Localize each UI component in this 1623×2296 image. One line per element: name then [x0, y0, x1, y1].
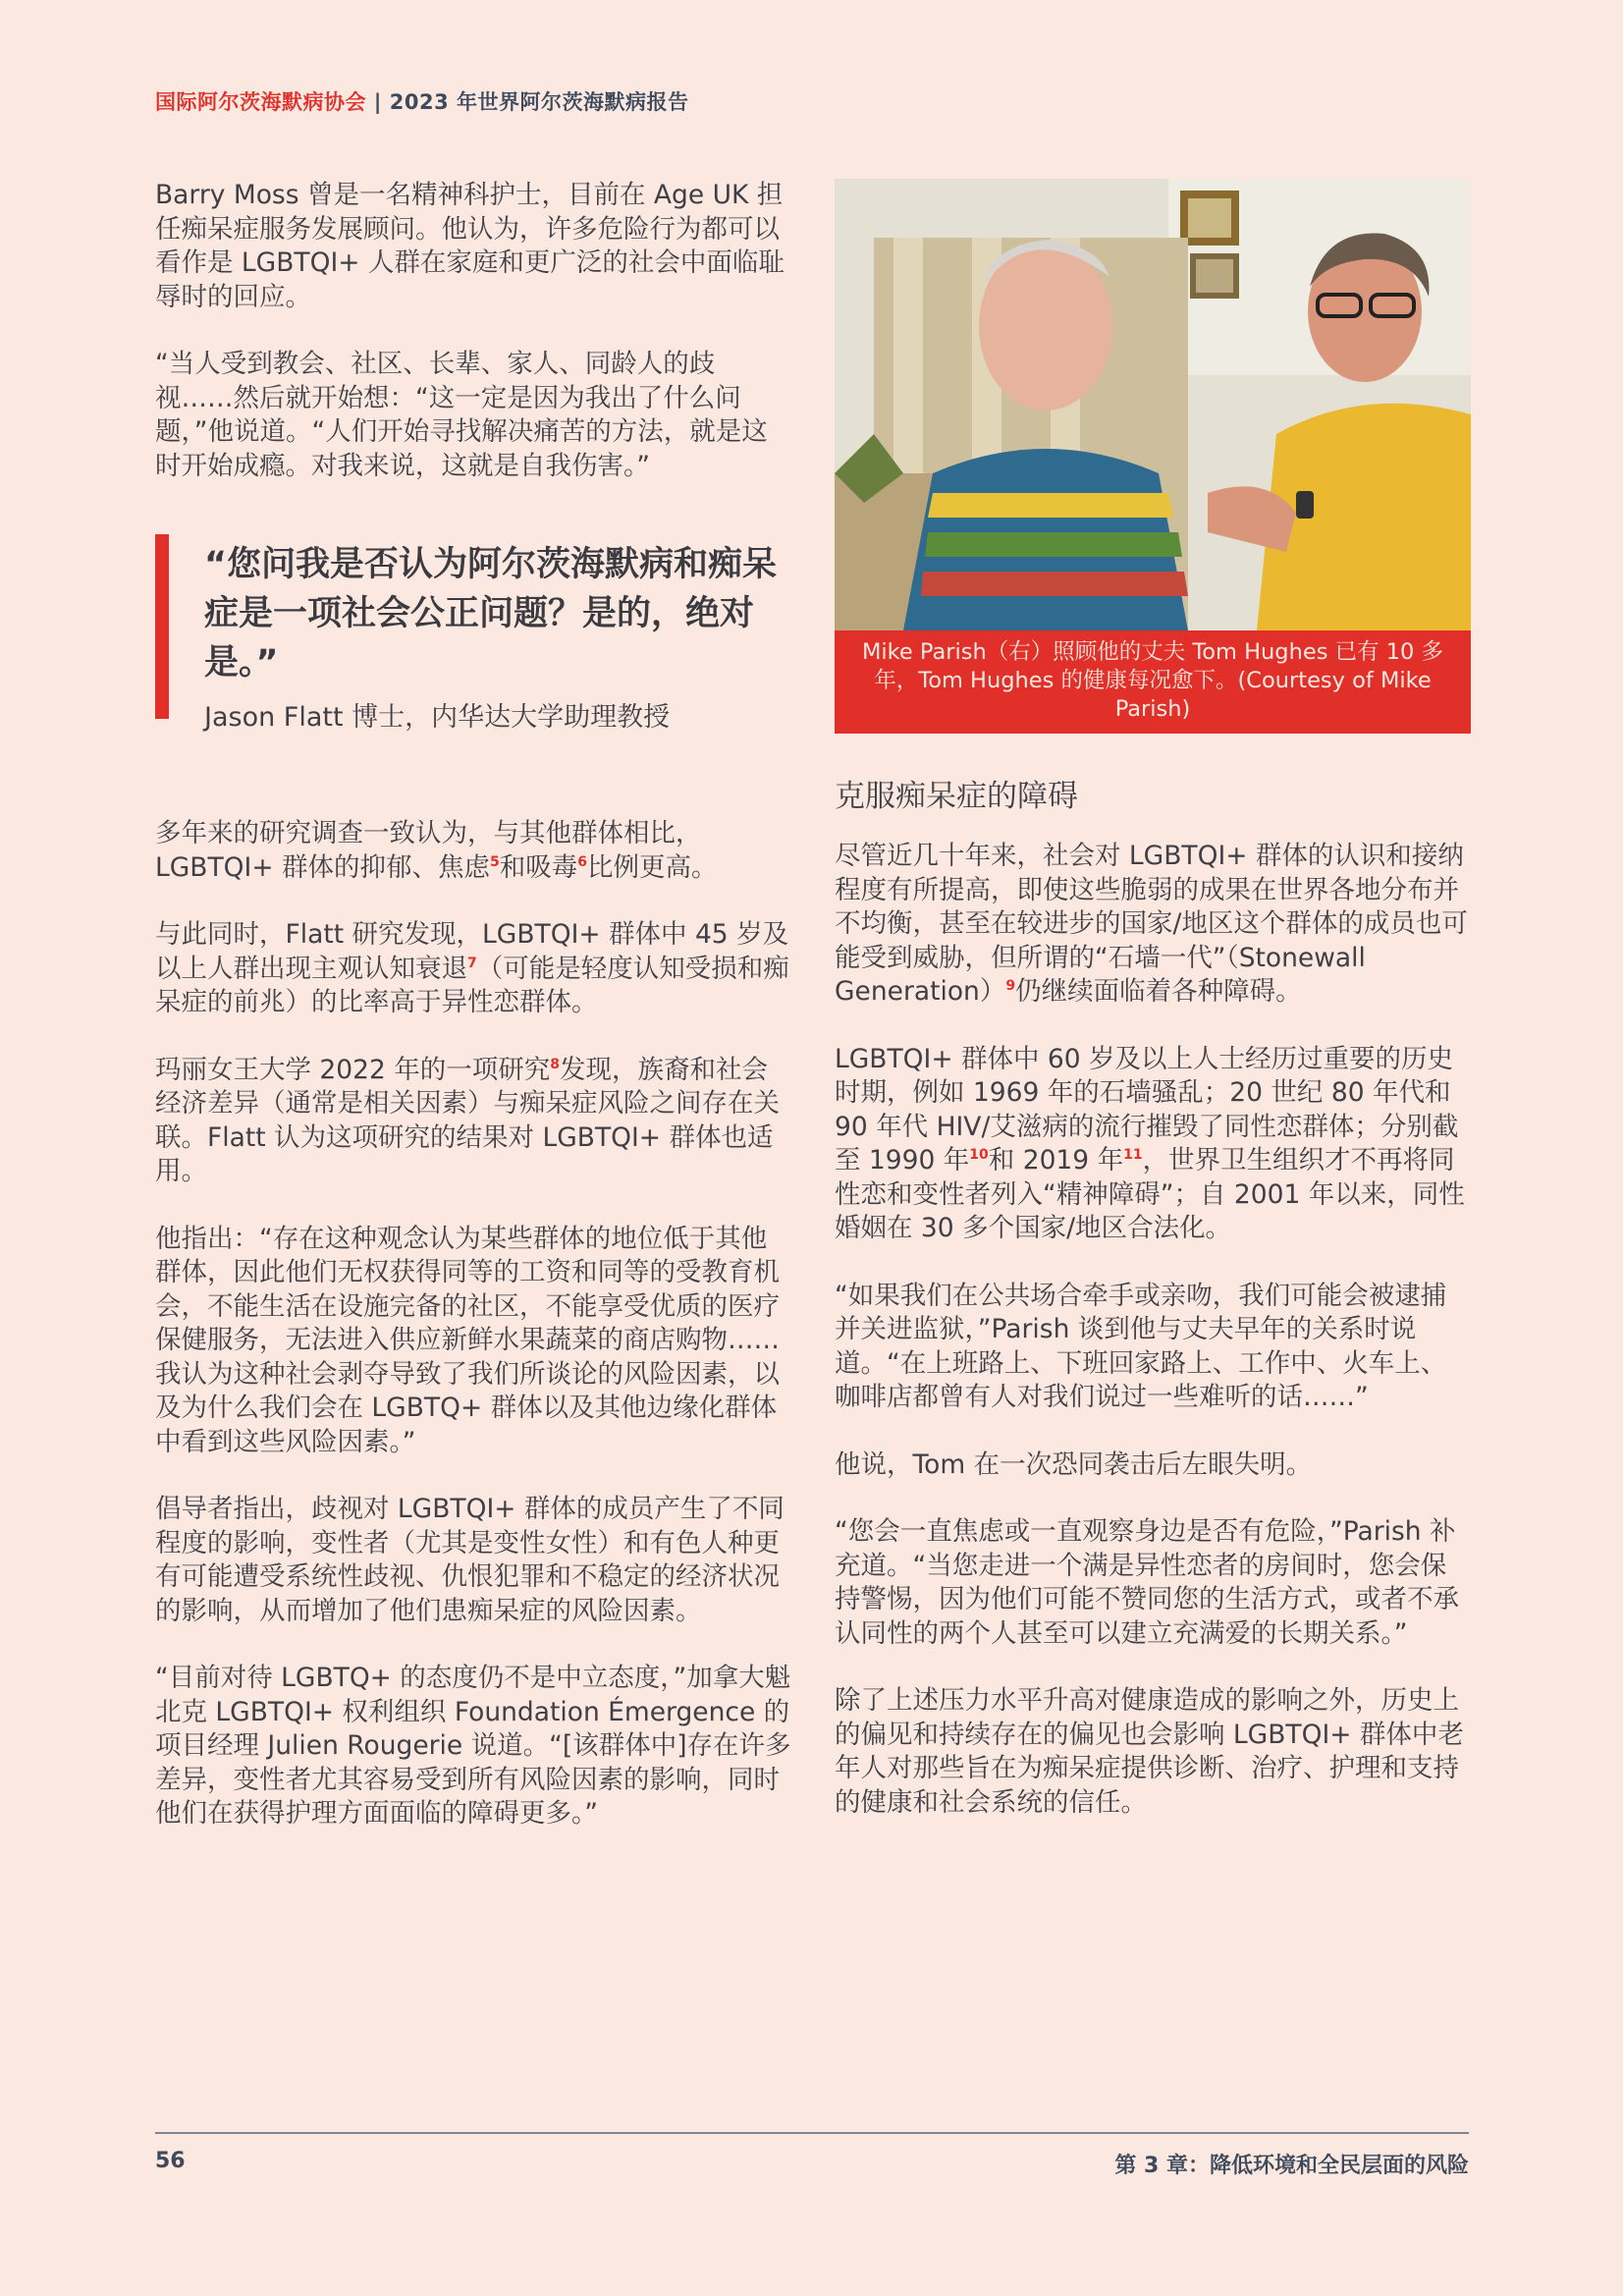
- paragraph: 玛丽女王大学 2022 年的一项研究$^8$发现，族裔和社会经济差异（通常是相关因素）与痴呆症风险之间存在关联。Flatt 认为这项研究的结果对 LGBTQI+ 群体也适用。: [155, 1054, 780, 1186]
- paragraph: 他指出：“存在这种观念认为某些群体的地位低于其他群体，因此他们无权获得同等的工资和同等的受教育机会，不能生活在设施完备的社区，不能享受优质的医疗保健服务，无法进入供应新鲜水果蔬菜的商店购物…… 我认为这种社会剥夺导致了我们所谈论的风险因素，以及为什么我们会在 LGBTQ+ 群体以及其他边缘化群体中看到这些风险因素。”: [155, 1223, 780, 1457]
- header-org: 国际阿尔茨海默病协会: [155, 90, 366, 114]
- page-number: 56: [155, 2149, 186, 2173]
- pull-quote-text: “您问我是否认为阿尔茨海默病和痴呆症是一项社会公正问题？是的，绝对是。”: [204, 545, 778, 683]
- footer-chapter-title: 第 3 章：降低环境和全民层面的风险: [1114, 2154, 1469, 2178]
- paragraph: 倡导者指出，歧视对 LGBTQI+ 群体的成员产生了不同程度的影响，变性者（尤其是变性女性）和有色人种更有可能遭受系统性歧视、仇恨犯罪和不稳定的经济状况的影响，从而增加了他们患痴呆症的风险因素。: [155, 1494, 784, 1626]
- paragraph: 多年来的研究调查一致认为，与其他群体相比，LGBTQI+ 群体的抑郁、焦虑$^5$和吸毒$^6$比例更高。: [155, 818, 718, 883]
- pull-quote-attribution: Jason Flatt 博士，内华达大学助理教授: [204, 702, 671, 733]
- footnote-ref[interactable]: 9: [1005, 978, 1016, 994]
- paragraph: 尽管近几十年来，社会对 LGBTQI+ 群体的认识和接纳程度有所提高，即使这些脆弱的成果在世界各地分布并不均衡，甚至在较进步的国家/地区这个群体的成员也可能受到威胁，但所谓的“石墙一代”（Stonewall Generation）$^9$仍继续面临着各种障碍。: [835, 841, 1468, 1007]
- footnote-ref[interactable]: 10: [969, 1147, 989, 1163]
- photo-illustration: [835, 179, 1471, 630]
- header-report-title: 2023 年世界阿尔茨海默病报告: [389, 90, 689, 114]
- paragraph: LGBTQI+ 群体中 60 岁及以上人士经历过重要的历史时期，例如 1969 年的石墙骚乱；20 世纪 80 年代和 90 年代 HIV/艾滋病的流行摧毁了同性恋群体；分别截至 1990 年$^{10}$和 2019 年$^{11}$，世界卫生组织才不再将同性恋和变性者列入“精神障碍”；自 2001 年以来，同性婚姻在 30 多个国家/地区合法化。: [835, 1043, 1465, 1243]
- left-column: [155, 179, 791, 1865]
- paragraph: “您会一直焦虑或一直观察身边是否有危险，”Parish 补充道。“当您走进一个满是异性恋者的房间时，您会保持警惕，因为他们可能不赞同您的生活方式，或者不承认同性的两个人甚至可以建立充满爱的长期关系。”: [835, 1516, 1459, 1649]
- paragraph: 与此同时，Flatt 研究发现，LGBTQI+ 群体中 45 岁及以上人群出现主观认知衰退$^7$（可能是轻度认知受损和痴呆症的前兆）的比率高于异性恋群体。: [155, 919, 789, 1017]
- footnote-ref[interactable]: 8: [550, 1056, 561, 1072]
- paragraph: “当人受到教会、社区、长辈、家人、同龄人的歧视……然后就开始想：“这一定是因为我出了什么问题，”他说道。“人们开始寻找解决痛苦的方法，就是这时开始成瘾。对我来说，这就是自我伤害。”: [155, 349, 768, 481]
- pull-quote-bar: [155, 534, 169, 719]
- right-column: [835, 179, 1471, 1853]
- paragraph: “目前对待 LGBTQ+ 的态度仍不是中立态度，”加拿大魁北克 LGBTQI+ 权利组织 Foundation Émergence 的项目经理 Julien Rougerie 说道。“[该群体中]存在许多差异，变性者尤其容易受到所有风险因素的影响，同时他们在获得护理方面面临的障碍更多。”: [155, 1663, 791, 1829]
- paragraph: “如果我们在公共场合牵手或亲吻，我们可能会被逮捕并关进监狱，”Parish 谈到他与丈夫早年的关系时说道。“在上班路上、下班回家路上、工作中、火车上、咖啡店都曾有人对我们说过一些难听的话……”: [835, 1280, 1447, 1412]
- footer-divider: [155, 2132, 1469, 2134]
- paragraph: 他说，Tom 在一次恐同袭击后左眼失明。: [835, 1449, 1313, 1480]
- footnote-ref[interactable]: 5: [489, 853, 500, 870]
- footnote-ref[interactable]: 11: [1123, 1147, 1143, 1163]
- photo-caption: Mike Parish（右）照顾他的丈夫 Tom Hughes 已有 10 多年，Tom Hughes 的健康每况愈下。(Courtesy of Mike Parish): [835, 630, 1471, 734]
- pull-quote: [155, 534, 791, 738]
- paragraph: Barry Moss 曾是一名精神科护士，目前在 Age UK 担任痴呆症服务发展顾问。他认为，许多危险行为都可以看作是 LGBTQI+ 人群在家庭和更广泛的社会中面临耻辱时的回应。: [155, 180, 784, 312]
- section-heading: 克服痴呆症的障碍: [835, 779, 1078, 814]
- header-separator: |: [366, 90, 390, 114]
- paragraph: 除了上述压力水平升高对健康造成的影响之外，历史上的偏见和持续存在的偏见也会影响 LGBTQI+ 群体中老年人对那些旨在为痴呆症提供诊断、治疗、护理和支持的健康和社会系统的信任。: [835, 1685, 1464, 1818]
- running-header: [155, 86, 689, 116]
- photo-mike-parish-tom-hughes: [835, 179, 1471, 630]
- footnote-ref[interactable]: 7: [467, 955, 477, 971]
- footnote-ref[interactable]: 6: [577, 853, 587, 870]
